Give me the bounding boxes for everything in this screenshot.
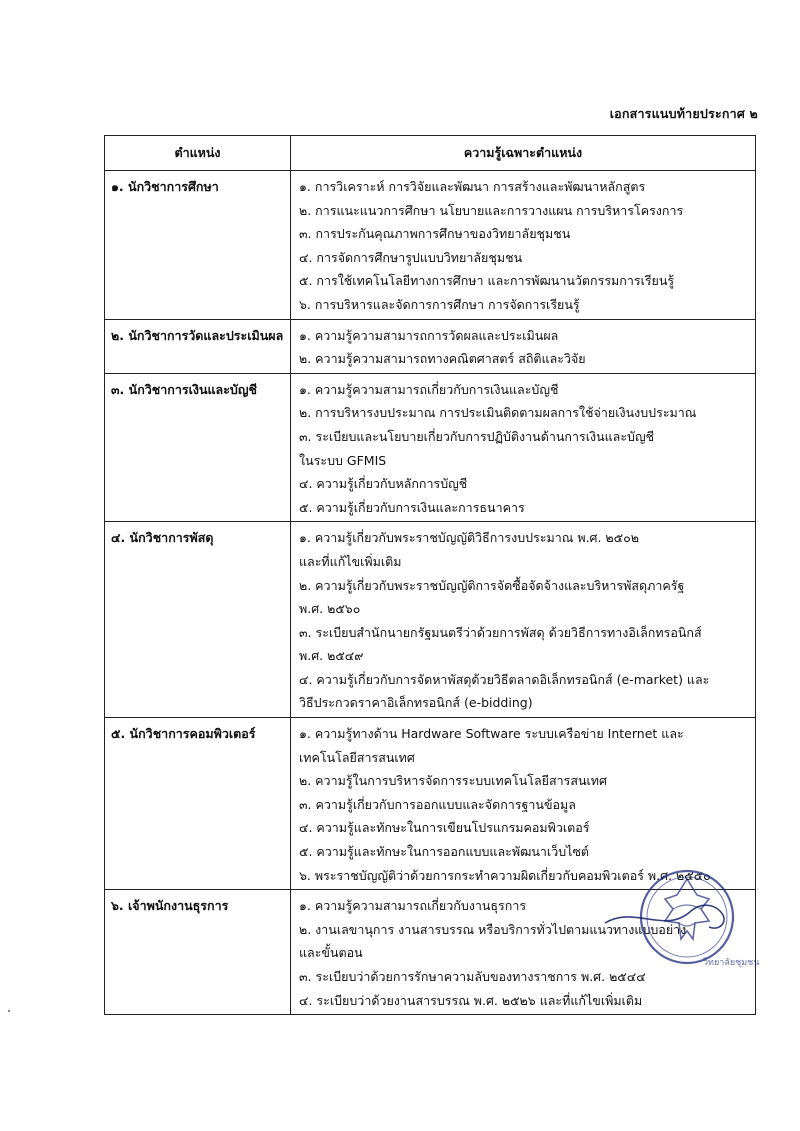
position-cell: ๑. นักวิชาการศึกษา: [105, 171, 291, 320]
knowledge-line: ๑. ความรู้ความสามารถการวัดผลและประเมินผล: [299, 327, 559, 343]
knowledge-line: ๑. ความรู้ความสามารถเกี่ยวกับการเงินและบัญชี: [299, 381, 559, 397]
table-row: [105, 373, 756, 522]
knowledge-line: ๓. ระเบียบและนโยบายเกี่ยวกับการปฏิบัติงานด้านการเงินและบัญชี: [299, 428, 655, 444]
knowledge-line: และที่แก้ไขเพิ่มเติม: [299, 553, 402, 569]
knowledge-line: ๕. ความรู้และทักษะในการออกแบบและพัฒนาเว็บไซต์: [299, 844, 590, 860]
position-cell: ๕. นักวิชาการคอมพิวเตอร์: [105, 718, 291, 890]
knowledge-line: ๒. ความรู้เกี่ยวกับพระราชบัญญัติการจัดซื้อจัดจ้างและบริหารพัสดุภาครัฐ: [299, 577, 685, 593]
knowledge-line: ๔. ความรู้เกี่ยวกับการจัดหาพัสดุด้วยวิธีตลาดอิเล็กทรอนิกส์ (e-market) และ: [299, 671, 710, 687]
knowledge-line: ๑. ความรู้เกี่ยวกับพระราชบัญญัติวิธีการงบประมาณ พ.ศ. ๒๕๐๒: [299, 530, 640, 546]
knowledge-line: ๓. ระเบียบว่าด้วยการรักษาความลับของทางราชการ พ.ศ. ๒๕๔๔: [299, 969, 646, 984]
scan-speck: [8, 1010, 10, 1012]
header-position: ตำแหน่ง: [105, 136, 291, 171]
knowledge-line: พ.ศ. ๒๕๔๙: [299, 648, 364, 664]
position-cell: ๒. นักวิชาการวัดและประเมินผล: [105, 319, 291, 373]
knowledge-line: ๔. การจัดการศึกษารูปแบบวิทยาลัยชุมชน: [299, 249, 523, 265]
knowledge-line: ๕. ความรู้เกี่ยวกับการเงินและการธนาคาร: [299, 499, 525, 515]
table-header-row: [105, 136, 756, 171]
knowledge-line: ๒. การบริหารงบประมาณ การประเมินติดตามผลการใช้จ่ายเงินงบประมาณ: [299, 405, 697, 421]
knowledge-line: ๔. ความรู้เกี่ยวกับหลักการบัญชี: [299, 476, 468, 492]
knowledge-line: เทคโนโลยีสารสนเทศ: [299, 749, 415, 765]
position-cell: ๖. เจ้าพนักงานธุรการ: [105, 890, 291, 1015]
seal-text: วิทยาลัยชุมชน: [703, 958, 760, 968]
table-row: [105, 522, 756, 718]
knowledge-line: และขั้นตอน: [299, 945, 363, 961]
position-cell: ๓. นักวิชาการเงินและบัญชี: [105, 373, 291, 522]
table-row: [105, 319, 756, 373]
knowledge-line: ๓. ระเบียบสำนักนายกรัฐมนตรีว่าด้วยการพัสดุ ด้วยวิธีการทางอิเล็กทรอนิกส์: [299, 624, 702, 640]
knowledge-line: ๒. ความรู้ในการบริหารจัดการระบบเทคโนโลยีสารสนเทศ: [299, 773, 607, 789]
position-cell: ๔. นักวิชาการพัสดุ: [105, 522, 291, 718]
knowledge-line: ๑. การวิเคราะห์ การวิจัยและพัฒนา การสร้างและพัฒนาหลักสูตร: [299, 179, 646, 194]
knowledge-line: ในระบบ GFMIS: [299, 452, 387, 468]
knowledge-line: ๖. การบริหารและจัดการการศึกษา การจัดการเรียนรู้: [299, 296, 580, 312]
knowledge-line: ๓. ความรู้เกี่ยวกับการออกแบบและจัดการฐานข้อมูล: [299, 796, 576, 812]
table-row: [105, 171, 756, 320]
knowledge-line: ๔. ระเบียบว่าด้วยงานสารบรรณ พ.ศ. ๒๕๒๖ และที่แก้ไขเพิ่มเติม: [299, 992, 643, 1008]
header-knowledge: ความรู้เฉพาะตำแหน่ง: [291, 136, 756, 171]
knowledge-cell: [291, 373, 756, 522]
table-row: [105, 718, 756, 890]
knowledge-line: ๔. ความรู้และทักษะในการเขียนโปรแกรมคอมพิวเตอร์: [299, 820, 590, 836]
official-seal-stamp: [595, 865, 760, 975]
knowledge-line: ๒. การแนะแนวการศึกษา นโยบายและการวางแผน การบริหารโครงการ: [299, 202, 684, 218]
knowledge-line: ๓. การประกันคุณภาพการศึกษาของวิทยาลัยชุมชน: [299, 226, 571, 242]
knowledge-line: พ.ศ. ๒๕๖๐: [299, 601, 361, 617]
knowledge-cell: [291, 319, 756, 373]
knowledge-cell: [291, 718, 756, 890]
annex-label: เอกสารแนบท้ายประกาศ ๒: [609, 106, 758, 121]
knowledge-line: ๒. งานเลขานุการ งานสารบรรณ หรือบริการทั่วไปตามแนวทางแบบอย่าง: [299, 921, 687, 937]
knowledge-line: ๑. ความรู้ความสามารถเกี่ยวกับงานธุรการ: [299, 898, 527, 914]
knowledge-line: วิธีประกวดราคาอิเล็กทรอนิกส์ (e-bidding): [299, 695, 533, 711]
knowledge-line: ๒. ความรู้ความสามารถทางคณิตศาสตร์ สถิติและวิจัย: [299, 351, 586, 367]
knowledge-line: ๖. พระราชบัญญัติว่าด้วยการกระทำความผิดเกี่ยวกับคอมพิวเตอร์ พ.ศ. ๒๕๕๐: [299, 867, 711, 883]
knowledge-line: ๕. การใช้เทคโนโลยีทางการศึกษา และการพัฒนานวัตกรรมการเรียนรู้: [299, 273, 675, 289]
knowledge-cell: [291, 171, 756, 320]
knowledge-line: ๑. ความรู้ทางด้าน Hardware Software ระบบเครือข่าย Internet และ: [299, 726, 684, 742]
knowledge-cell: [291, 522, 756, 718]
